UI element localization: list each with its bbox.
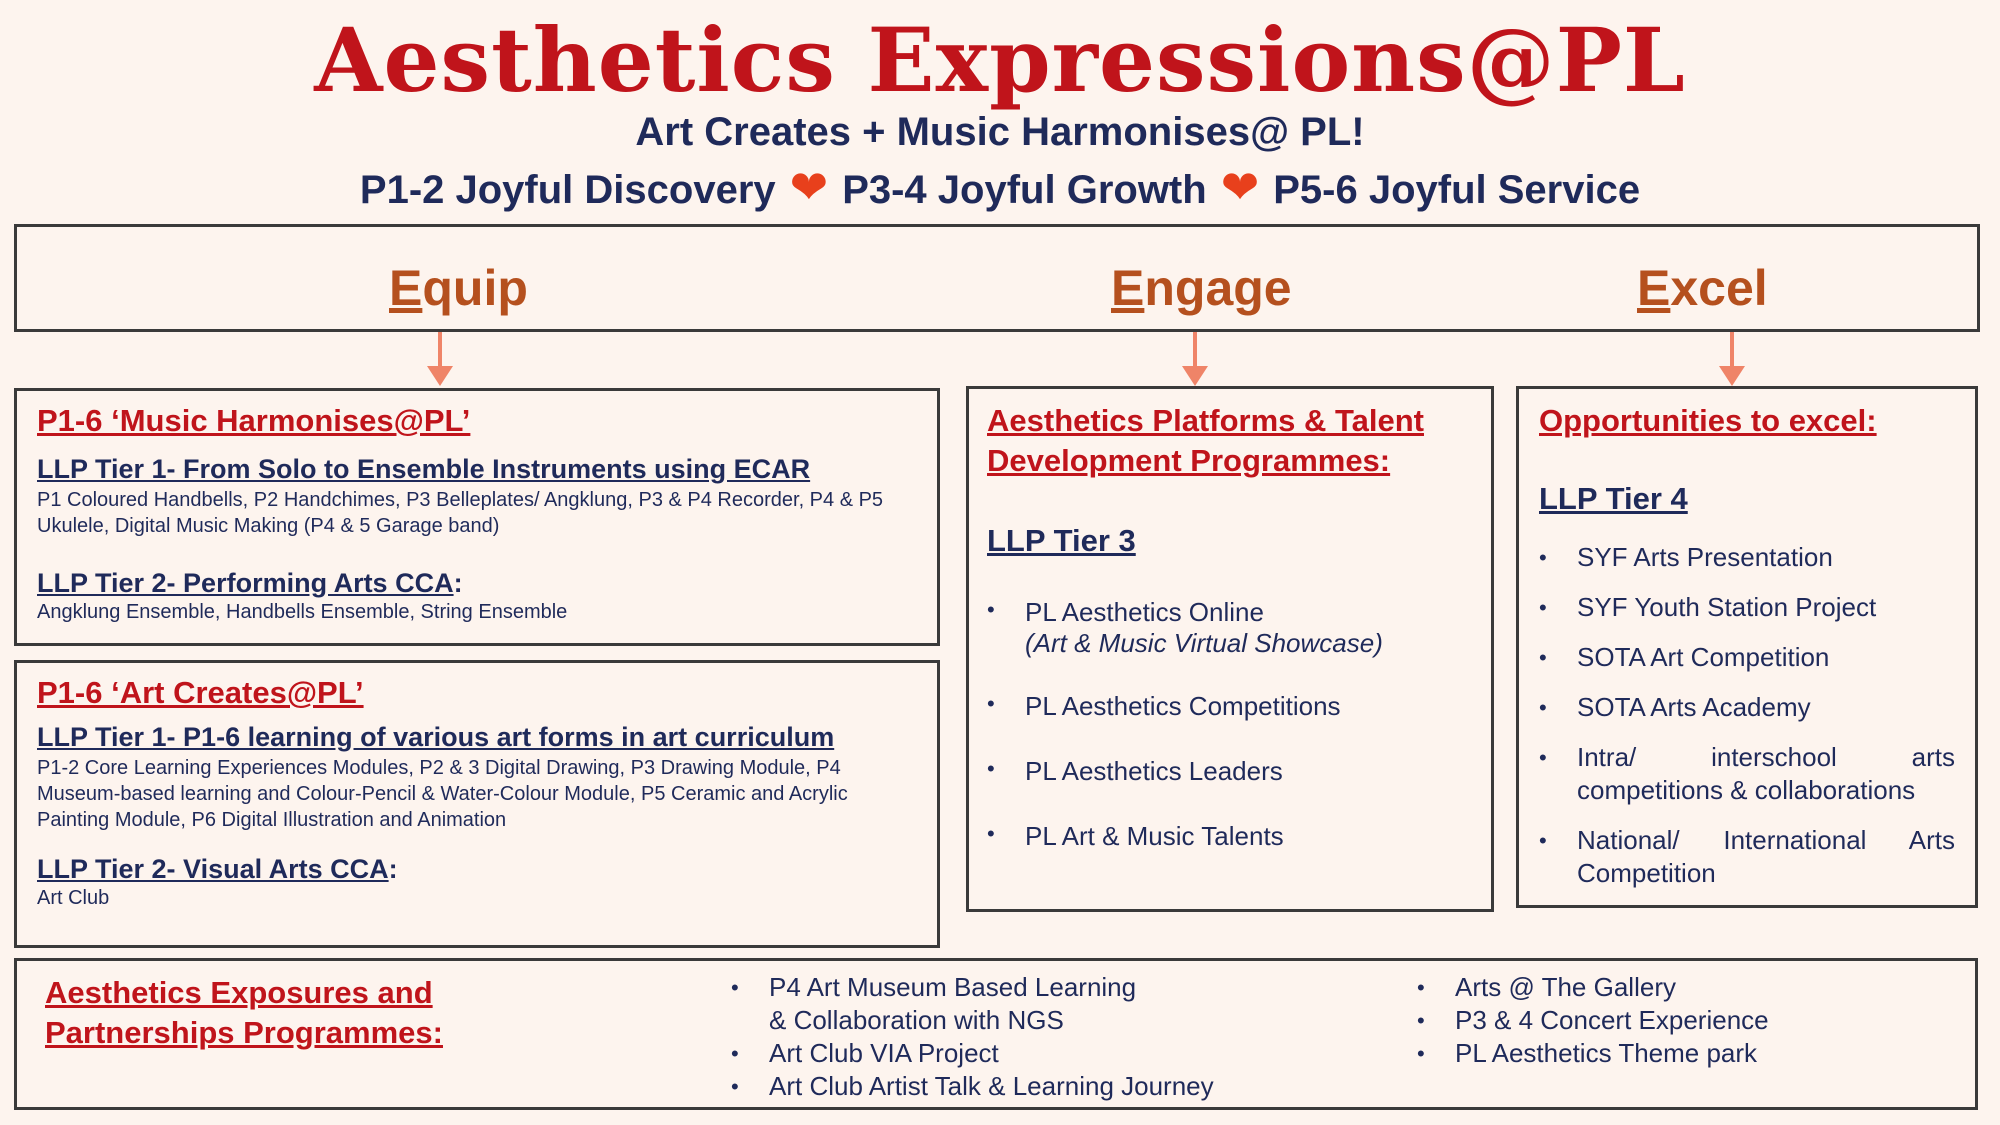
pillar-equip: Equip [389, 260, 528, 316]
list-item: • PL Aesthetics Leaders [987, 756, 1473, 787]
list-item: • National/ International Arts Competition [1539, 824, 1955, 890]
pillar-engage: Engage [1111, 260, 1292, 316]
engage-heading-line2: Development Programmes: [987, 443, 1391, 478]
music-tier2-body: Angklung Ensemble, Handbells Ensemble, String Ensemble [37, 601, 568, 623]
list-item: • PL Aesthetics Theme park [1417, 1037, 1769, 1070]
exposures-box [14, 958, 1978, 1110]
music-heading: P1-6 ‘Music Harmonises@PL’ [37, 403, 471, 438]
art-box [14, 660, 940, 948]
engage-list [987, 597, 1473, 852]
list-item: • SOTA Art Competition [1539, 641, 1955, 674]
tagline-p12: P1-2 Joyful Discovery [359, 168, 776, 212]
page-subtitle: Art Creates + Music Harmonises@ PL! [635, 110, 1365, 154]
art-heading: P1-6 ‘Art Creates@PL’ [37, 675, 364, 710]
engage-tier: LLP Tier 3 [987, 523, 1136, 558]
art-tier2-colon: : [388, 854, 398, 884]
engage-heading-line1: Aesthetics Platforms & Talent [987, 403, 1424, 438]
heart-icon: ❤ [789, 161, 829, 213]
arrow-down-icon [1193, 332, 1197, 368]
music-tier2-colon: : [453, 568, 463, 598]
arrow-down-icon [438, 332, 442, 368]
art-tier2-body: Art Club [37, 887, 110, 909]
list-item: • P3 & 4 Concert Experience [1417, 1004, 1769, 1037]
art-tier1-heading: LLP Tier 1- P1-6 learning of various art forms in art curriculum [37, 722, 835, 752]
list-item: • Arts @ The Gallery [1417, 971, 1769, 1004]
list-item: • SYF Youth Station Project [1539, 591, 1955, 624]
list-item: • SOTA Arts Academy [1539, 691, 1955, 724]
list-item: • PL Art & Music Talents [987, 821, 1473, 852]
arrow-down-icon [1730, 332, 1734, 368]
engage-box [966, 386, 1494, 912]
excel-tier: LLP Tier 4 [1539, 481, 1688, 516]
exposures-list-1 [731, 971, 1214, 1103]
excel-box [1516, 386, 1978, 908]
exposures-heading-line2: Partnerships Programmes: [45, 1015, 443, 1050]
tagline-p56: P5-6 Joyful Service [1273, 168, 1641, 212]
pillars-header [14, 224, 1980, 332]
exposures-heading-line1: Aesthetics Exposures and [45, 975, 433, 1010]
tagline-p34: P3-4 Joyful Growth [842, 168, 1207, 212]
heart-icon: ❤ [1220, 161, 1260, 213]
exposures-list-2 [1417, 971, 1769, 1070]
excel-heading: Opportunities to excel: [1539, 403, 1877, 438]
list-item: • PL Aesthetics Online (Art & Music Virtual Showcase) [987, 597, 1473, 659]
list-item: • Art Club Artist Talk & Learning Journey [731, 1070, 1214, 1103]
art-tier1-body: P1-2 Core Learning Experiences Modules, P2 & 3 Digital Drawing, P3 Drawing Module, P4 Museum-based learning and Colour-Pencil & Water-Colour Module, P5 Ceramic and Acrylic Painting Module, P6 Digital Illustration and Animation [37, 757, 848, 831]
art-tier2-heading: LLP Tier 2- Visual Arts CCA [37, 854, 389, 884]
music-box [14, 388, 940, 646]
pillar-excel: Excel [1637, 260, 1768, 316]
list-item: • SYF Arts Presentation [1539, 541, 1955, 574]
list-item: • PL Aesthetics Competitions [987, 691, 1473, 722]
music-tier1-body: P1 Coloured Handbells, P2 Handchimes, P3 Belleplates/ Angklung, P3 & P4 Recorder, P4 & P5 Ukulele, Digital Music Making (P4 & 5 Garage band) [37, 489, 884, 537]
page-title: Aesthetics Expressions@PL [314, 8, 1686, 112]
tagline [0, 160, 2000, 214]
music-tier2-heading: LLP Tier 2- Performing Arts CCA [37, 568, 454, 598]
excel-list [1539, 541, 1955, 890]
music-tier1-heading: LLP Tier 1- From Solo to Ensemble Instruments using ECAR [37, 454, 811, 484]
list-item: • Intra/ interschool arts competitions & collaborations [1539, 741, 1955, 807]
list-item: • P4 Art Museum Based Learning & Collaboration with NGS [731, 971, 1214, 1037]
list-item: • Art Club VIA Project [731, 1037, 1214, 1070]
